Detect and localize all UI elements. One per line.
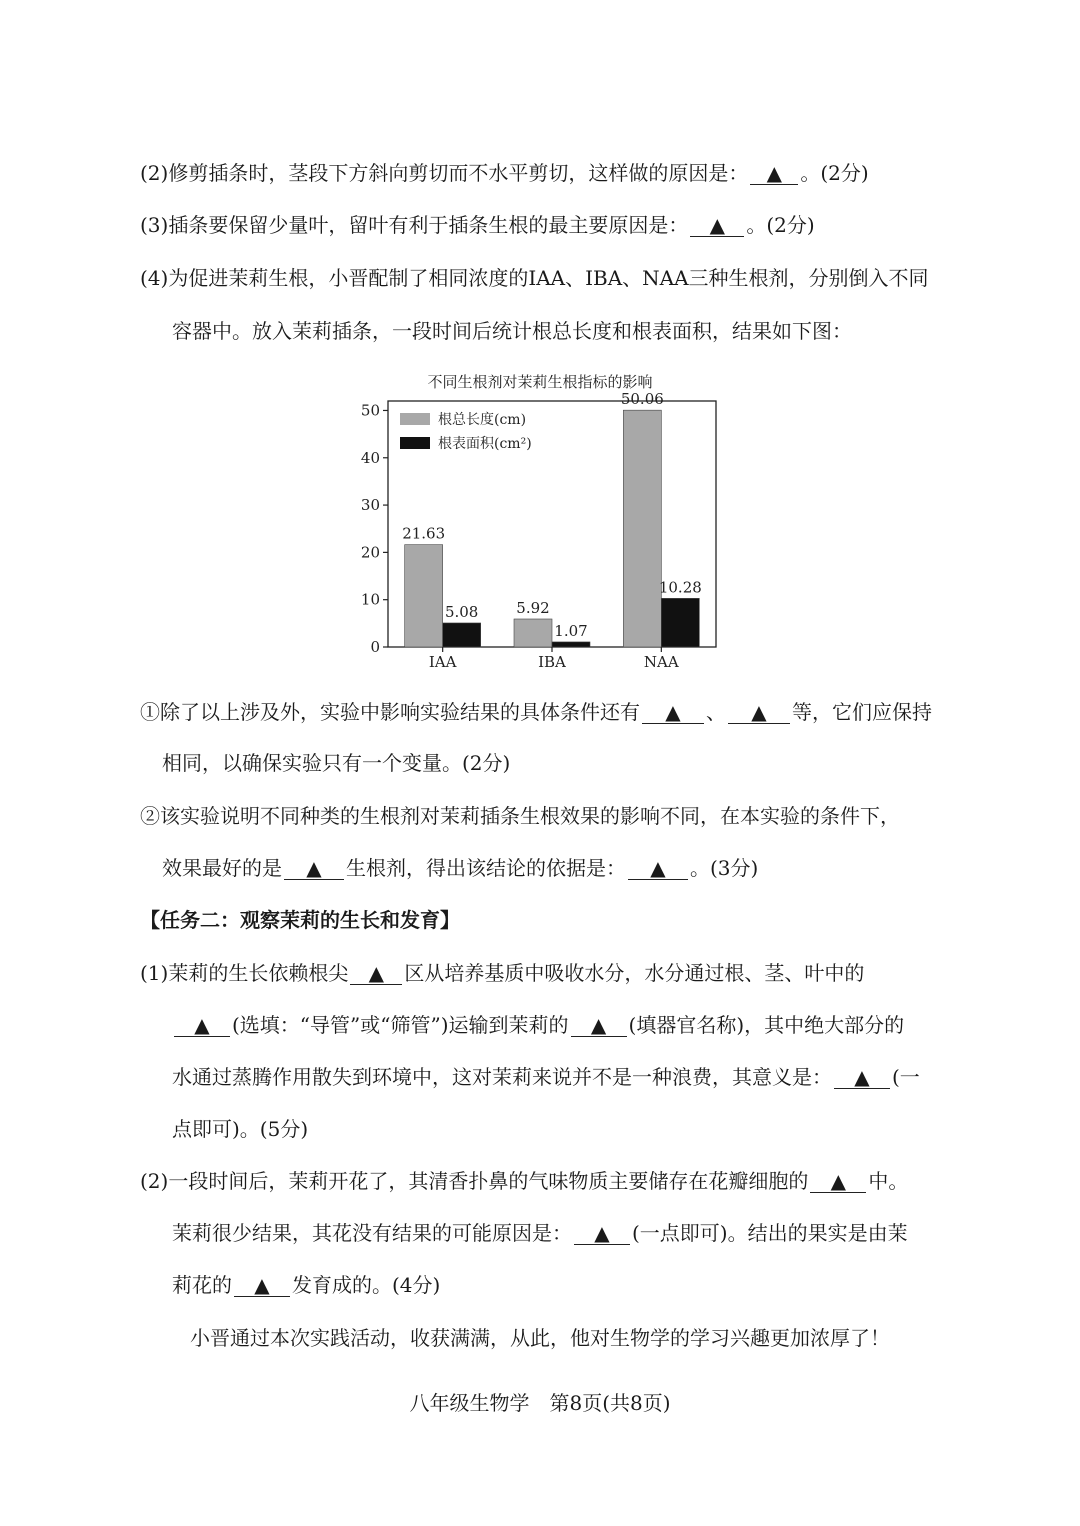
bar-value-label: 1.07	[554, 621, 588, 640]
legend-swatch-length	[400, 413, 430, 425]
page-footer: 八年级生物学 第8页(共8页)	[409, 1391, 671, 1415]
bars	[402, 390, 702, 647]
y-tick-label: 20	[360, 543, 380, 562]
bar-value-label: 50.06	[620, 390, 664, 409]
answer-blank: ▲	[574, 1222, 630, 1245]
question-4-line1: (4)为促进茉莉生根，小晋配制了相同浓度的IAA、IBA、NAA三种生根剂，分别倒入不同	[140, 266, 929, 290]
bar-root-length	[514, 619, 552, 647]
answer-blank: ▲	[810, 1170, 866, 1193]
answer-blank: ▲	[350, 962, 402, 985]
y-tick-label: 30	[360, 496, 380, 515]
task-2-q1-line1: (1)茉莉的生长依赖根尖 ▲ 区从培养基质中吸收水分，水分通过根、茎、叶中的	[140, 961, 865, 985]
y-axis	[361, 401, 388, 656]
answer-blank: ▲	[834, 1066, 890, 1089]
y-tick-label: 10	[360, 590, 380, 609]
answer-blank: ▲	[628, 857, 688, 880]
x-axis	[429, 647, 679, 671]
task-2-q1-line3: 水通过蒸腾作用散失到环境中，这对茉莉来说并不是一种浪费，其意义是： ▲ (一	[172, 1065, 920, 1089]
sub-question-2-line1: ②该实验说明不同种类的生根剂对茉莉插条生根效果的影响不同，在本实验的条件下，	[140, 804, 900, 828]
bar-value-label: 21.63	[402, 524, 446, 543]
y-tick-label: 50	[360, 401, 380, 420]
task-2-q2-line3: 莉花的 ▲ 发育成的。(4分)	[172, 1273, 441, 1297]
task-2-q1-line2: ▲ (选填：“导管”或“筛管”)运输到茉莉的 ▲ (填器官名称)，其中绝大部分的	[172, 1010, 992, 1040]
sub-question-1: ①除了以上涉及外，实验中影响实验结果的具体条件还有 ▲ 、 ▲ 等，它们应保持	[140, 700, 932, 724]
bar-root-area	[552, 642, 590, 647]
answer-blank: ▲	[750, 162, 798, 185]
legend-label-length: 根总长度(cm)	[438, 412, 527, 428]
legend-swatch-area	[400, 437, 430, 449]
x-tick-label: IAA	[428, 653, 457, 671]
sub-question-2-line2: 效果最好的是 ▲ 生根剂，得出该结论的依据是： ▲ 。(3分)	[162, 856, 759, 880]
task-2-heading: 【任务二：观察茉莉的生长和发育】	[140, 908, 460, 932]
bar-value-label: 5.92	[516, 598, 550, 617]
bar-chart	[350, 365, 730, 675]
bar-root-area	[661, 598, 699, 647]
sub-question-1-line2: 相同，以确保实验只有一个变量。(2分)	[162, 751, 511, 775]
answer-blank: ▲	[284, 857, 344, 880]
question-4-line2: 容器中。放入茉莉插条，一段时间后统计根总长度和根表面积，结果如下图：	[172, 319, 852, 343]
x-tick-label: IBA	[538, 653, 566, 671]
bar-root-length	[623, 410, 661, 647]
y-tick-label: 40	[360, 448, 380, 467]
task-2-q2-line2: 茉莉很少结果，其花没有结果的可能原因是： ▲ (一点即可)。结出的果实是由茉	[172, 1221, 908, 1245]
closing-remark: 小晋通过本次实践活动，收获满满，从此，他对生物学的学习兴趣更加浓厚了！	[190, 1326, 890, 1350]
answer-blank: ▲	[728, 701, 790, 724]
bar-value-label: 5.08	[444, 602, 479, 621]
answer-blank: ▲	[571, 1014, 627, 1037]
task-2-q2-line1: (2)一段时间后，茉莉开花了，其清香扑鼻的气味物质主要储存在花瓣细胞的 ▲ 中。	[140, 1169, 909, 1193]
question-3: (3)插条要保留少量叶，留叶有利于插条生根的最主要原因是： ▲ 。(2分)	[140, 213, 815, 237]
answer-blank: ▲	[234, 1274, 290, 1297]
bar-value-label: 10.28	[658, 578, 702, 597]
answer-blank: ▲	[174, 1014, 230, 1037]
chart-title: 不同生根剂对茉莉生根指标的影响	[427, 373, 653, 391]
y-tick-label: 0	[370, 638, 380, 656]
x-tick-label: NAA	[643, 653, 679, 671]
legend-label-area: 根表面积(cm²)	[438, 436, 532, 452]
answer-blank: ▲	[690, 214, 744, 237]
question-2: (2)修剪插条时，茎段下方斜向剪切而不水平剪切，这样做的原因是： ▲ 。(2分)	[140, 161, 869, 185]
legend	[400, 411, 532, 452]
answer-blank: ▲	[642, 701, 704, 724]
bar-root-area	[443, 623, 481, 647]
bar-root-length	[405, 545, 443, 647]
task-2-q1-line4: 点即可)。(5分)	[172, 1117, 309, 1141]
